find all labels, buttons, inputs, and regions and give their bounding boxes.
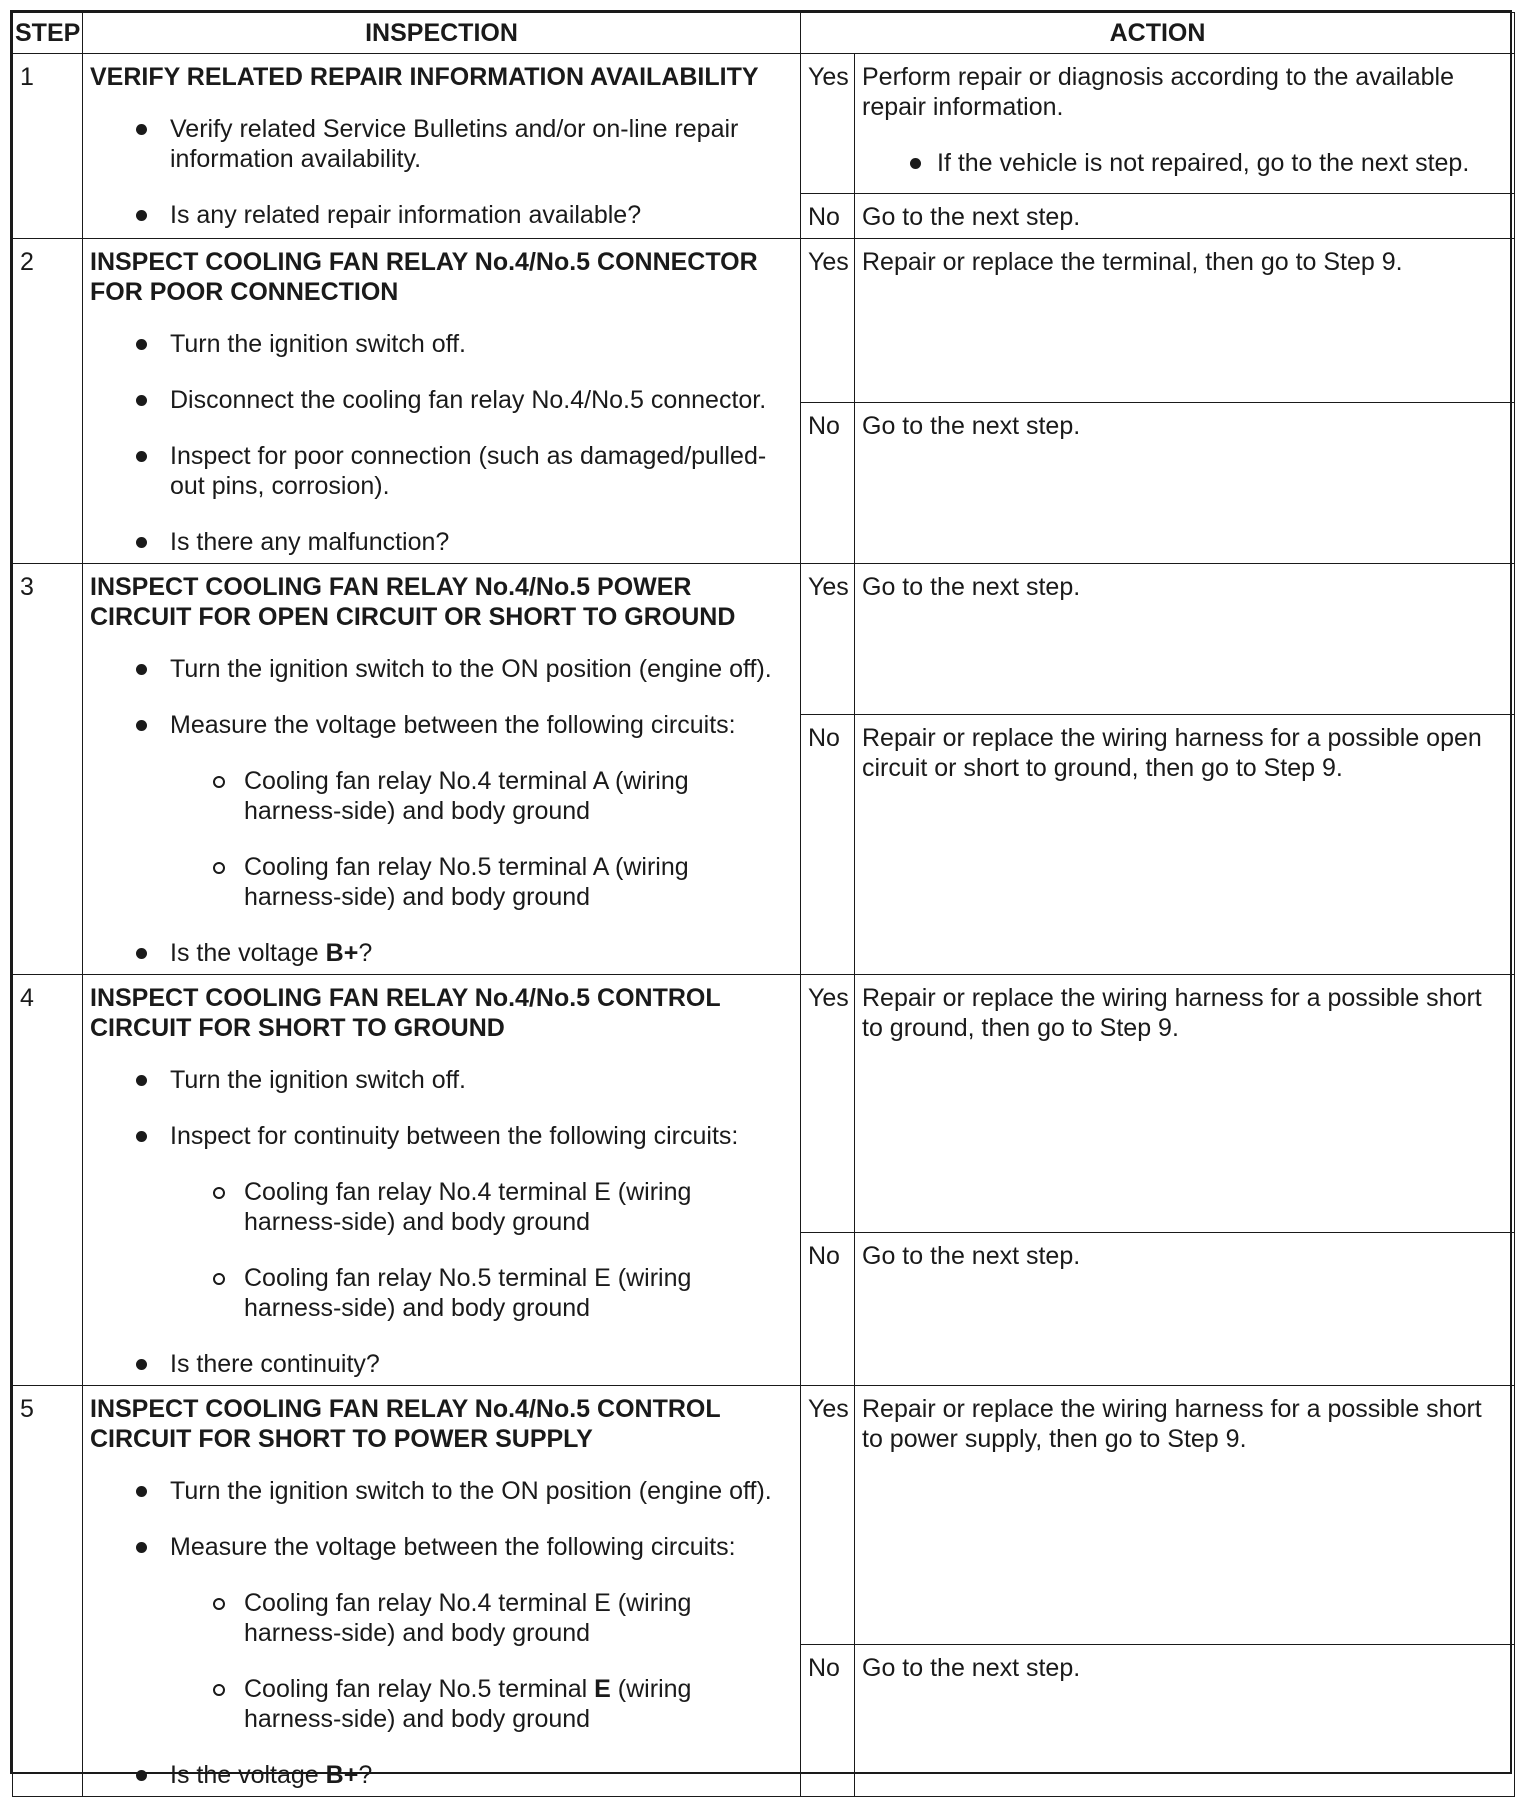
- sub-bullet-bold: E: [594, 1675, 611, 1703]
- sub-bullet: Cooling fan relay No.4 terminal A (wiring harness-side) and body ground: [90, 766, 794, 826]
- action-bullets: [862, 148, 1508, 178]
- yes-action: Perform repair or diagnosis according to the available repair information.: [862, 63, 1454, 121]
- inspection-bullet: Turn the ignition switch off.: [90, 329, 794, 359]
- inspection-bullets: [90, 1476, 794, 1790]
- yes-label: Yes: [801, 239, 855, 403]
- inspection-bullets: [90, 654, 794, 968]
- question-text: Is the voltage: [170, 1761, 326, 1789]
- inspection-bullet: Is there continuity?: [90, 1349, 794, 1379]
- sub-bullets: [90, 1177, 794, 1323]
- inspection-bullet: Disconnect the cooling fan relay No.4/No.5 connector.: [90, 385, 794, 415]
- no-action: Go to the next step.: [855, 194, 1515, 239]
- yes-action: Repair or replace the terminal, then go to Step 9.: [855, 239, 1515, 403]
- inspection-bullet: [90, 1760, 794, 1790]
- diagnostic-procedure-table: [10, 10, 1512, 1789]
- inspection-bullet: Verify related Service Bulletins and/or on-line repair information availability.: [90, 114, 794, 174]
- inspection-cell: [83, 1386, 801, 1797]
- question-bold: B+: [325, 939, 359, 967]
- no-label: No: [801, 715, 855, 975]
- inspection-bullet: [90, 710, 794, 912]
- question-bold: B+: [325, 1761, 359, 1789]
- inspection-bullet: [90, 938, 794, 968]
- yes-action: Go to the next step.: [855, 564, 1515, 715]
- yes-label: Yes: [801, 54, 855, 194]
- sub-bullets: [90, 766, 794, 912]
- step-title: INSPECT COOLING FAN RELAY No.4/No.5 POWER CIRCUIT FOR OPEN CIRCUIT OR SHORT TO GROUND: [90, 573, 736, 631]
- step-number: 2: [13, 239, 83, 564]
- inspection-bullet: Turn the ignition switch off.: [90, 1065, 794, 1095]
- action-bullet: If the vehicle is not repaired, go to the next step.: [862, 148, 1508, 178]
- inspection-bullet-text: Measure the voltage between the following circuits:: [170, 1533, 736, 1561]
- yes-label: Yes: [801, 975, 855, 1233]
- step-number: 1: [13, 54, 83, 239]
- no-label: No: [801, 1232, 855, 1385]
- yes-label: Yes: [801, 1386, 855, 1645]
- sub-bullet: Cooling fan relay No.5 terminal A (wiring harness-side) and body ground: [90, 852, 794, 912]
- sub-bullets: [90, 1588, 794, 1734]
- inspection-bullet: Is any related repair information available?: [90, 200, 794, 230]
- inspection-bullet: Turn the ignition switch to the ON position (engine off).: [90, 1476, 794, 1506]
- question-end: ?: [358, 939, 373, 967]
- sub-bullet: Cooling fan relay No.4 terminal E (wiring harness-side) and body ground: [90, 1177, 794, 1237]
- inspection-bullets: [90, 114, 794, 230]
- step-number: 4: [13, 975, 83, 1386]
- inspection-bullets: [90, 1065, 794, 1379]
- header-inspection: INSPECTION: [83, 13, 801, 54]
- inspection-bullet: [90, 1121, 794, 1323]
- inspection-bullet-text: Inspect for continuity between the following circuits:: [170, 1122, 739, 1150]
- inspection-cell: [83, 239, 801, 564]
- no-label: No: [801, 194, 855, 239]
- step-title: INSPECT COOLING FAN RELAY No.4/No.5 CONNECTOR FOR POOR CONNECTION: [90, 248, 758, 306]
- yes-action: Repair or replace the wiring harness for a possible short to ground, then go to Step 9.: [855, 975, 1515, 1233]
- sub-bullet: Cooling fan relay No.5 terminal E (wiring harness-side) and body ground: [90, 1263, 794, 1323]
- inspection-bullet: Turn the ignition switch to the ON position (engine off).: [90, 654, 794, 684]
- sub-bullet-text: Cooling fan relay No.5 terminal: [244, 1675, 595, 1703]
- step-4-yes-row: [13, 975, 1515, 1233]
- yes-action: Repair or replace the wiring harness for a possible short to power supply, then go to Step 9.: [855, 1386, 1515, 1645]
- step-title: VERIFY RELATED REPAIR INFORMATION AVAILABILITY: [90, 63, 759, 91]
- step-1-yes-row: [13, 54, 1515, 194]
- step-number: 5: [13, 1386, 83, 1797]
- step-title: INSPECT COOLING FAN RELAY No.4/No.5 CONTROL CIRCUIT FOR SHORT TO POWER SUPPLY: [90, 1395, 721, 1453]
- yes-action-cell: [855, 54, 1515, 194]
- question-end: ?: [358, 1761, 373, 1789]
- sub-bullet-text-end: (wiring harness-side) and body ground: [244, 1675, 692, 1733]
- step-title: INSPECT COOLING FAN RELAY No.4/No.5 CONTROL CIRCUIT FOR SHORT TO GROUND: [90, 984, 721, 1042]
- sub-bullet: [90, 1674, 794, 1734]
- inspection-cell: [83, 54, 801, 239]
- yes-label: Yes: [801, 564, 855, 715]
- header-step: STEP: [13, 13, 83, 54]
- no-label: No: [801, 402, 855, 564]
- inspection-cell: [83, 564, 801, 975]
- no-action: Go to the next step.: [855, 1644, 1515, 1796]
- table-header-row: [13, 13, 1515, 54]
- diagnostic-table: [12, 12, 1515, 1797]
- inspection-bullet: Is there any malfunction?: [90, 527, 794, 557]
- sub-bullet: Cooling fan relay No.4 terminal E (wiring harness-side) and body ground: [90, 1588, 794, 1648]
- step-number: 3: [13, 564, 83, 975]
- inspection-bullet: [90, 1532, 794, 1734]
- inspection-cell: [83, 975, 801, 1386]
- step-5-yes-row: [13, 1386, 1515, 1645]
- inspection-bullet-text: Measure the voltage between the following circuits:: [170, 711, 736, 739]
- no-action: Go to the next step.: [855, 1232, 1515, 1385]
- step-2-yes-row: [13, 239, 1515, 403]
- step-3-yes-row: [13, 564, 1515, 715]
- question-text: Is the voltage: [170, 939, 326, 967]
- inspection-bullets: [90, 329, 794, 557]
- no-label: No: [801, 1644, 855, 1796]
- no-action: Repair or replace the wiring harness for a possible open circuit or short to ground, then go to Step 9.: [855, 715, 1515, 975]
- inspection-bullet: Inspect for poor connection (such as damaged/pulled-out pins, corrosion).: [90, 441, 794, 501]
- no-action: Go to the next step.: [855, 402, 1515, 564]
- header-action: ACTION: [801, 13, 1515, 54]
